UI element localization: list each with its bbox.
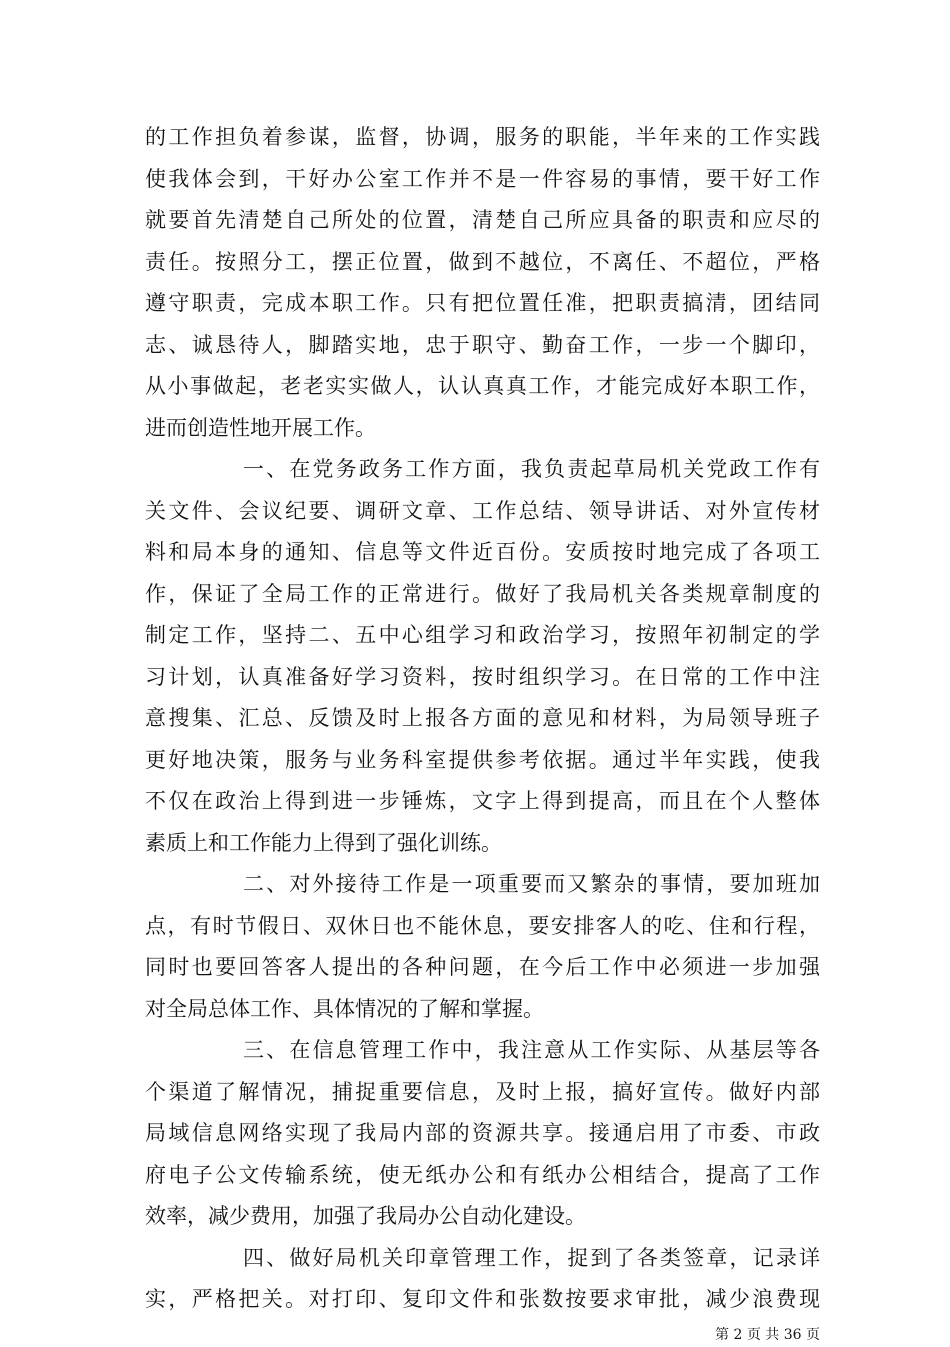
text-line: 就要首先清楚自己所处的位置，清楚自己所应具备的职责和应尽的: [145, 208, 820, 232]
text-line: 责任。按照分工，摆正位置，做到不越位，不离任、不超位，严格: [145, 249, 820, 274]
text-line: 关文件、会议纪要、调研文章、工作总结、领导讲话、对外宣传材: [145, 498, 820, 523]
text-line: 实，严格把关。对打印、复印文件和张数按要求审批，减少浪费现: [145, 1287, 820, 1311]
text-line: 点，有时节假日、双休日也不能休息，要安排客人的吃、住和行程，: [145, 913, 820, 938]
text-line: 志、诚恳待人，脚踏实地，忠于职守、勤奋工作，一步一个脚印，: [145, 332, 820, 357]
text-line: 进而创造性地开展工作。: [145, 415, 376, 440]
text-line: 府电子公文传输系统，使无纸办公和有纸办公相结合，提高了工作: [145, 1162, 820, 1187]
text-line: 更好地决策，服务与业务科室提供参考依据。通过半年实践，使我: [145, 747, 820, 772]
paragraph-first-line: 一、在党务政务工作方面，我负责起草局机关党政工作有: [243, 457, 820, 481]
page-number: 第 2 页 共 36 页: [715, 1327, 820, 1343]
text-line: 作，保证了全局工作的正常进行。做好了我局机关各类规章制度的: [145, 581, 820, 606]
text-line: 效率，减少费用，加强了我局办公自动化建设。: [145, 1204, 586, 1228]
text-line: 素质上和工作能力上得到了强化训练。: [145, 830, 502, 855]
text-line: 同时也要回答客人提出的各种问题，在今后工作中必须进一步加强: [145, 955, 820, 979]
text-line: 的工作担负着参谋，监督，协调，服务的职能，半年来的工作实践: [145, 125, 820, 149]
text-line: 不仅在政治上得到进一步锤炼，文字上得到提高，而且在个人整体: [145, 789, 820, 813]
text-line: 习计划，认真准备好学习资料，按时组织学习。在日常的工作中注: [145, 664, 820, 689]
text-line: 制定工作，坚持二、五中心组学习和政治学习，按照年初制定的学: [145, 623, 820, 647]
text-line: 局域信息网络实现了我局内部的资源共享。接通启用了市委、市政: [145, 1121, 820, 1145]
text-line: 遵守职责，完成本职工作。只有把位置任准，把职责搞清，团结同: [145, 291, 820, 315]
paragraph-first-line: 四、做好局机关印章管理工作，捉到了各类签章，记录详: [243, 1245, 820, 1270]
text-line: 个渠道了解情况，捕捉重要信息，及时上报，搞好宣传。做好内部: [145, 1079, 820, 1104]
text-line: 从小事做起，老老实实做人，认认真真工作，才能完成好本职工作，: [145, 374, 820, 398]
paragraph-first-line: 二、对外接待工作是一项重要而又繁杂的事情，要加班加: [243, 872, 820, 896]
text-line: 对全局总体工作、具体情况的了解和掌握。: [145, 996, 544, 1021]
text-line: 使我体会到，干好办公室工作并不是一件容易的事情，要干好工作: [145, 166, 820, 191]
paragraph-first-line: 三、在信息管理工作中，我注意从工作实际、从基层等各: [243, 1038, 820, 1062]
text-line: 料和局本身的通知、信息等文件近百份。安质按时地完成了各项工: [145, 540, 820, 564]
text-line: 意搜集、汇总、反馈及时上报各方面的意见和材料，为局领导班子: [145, 706, 820, 730]
